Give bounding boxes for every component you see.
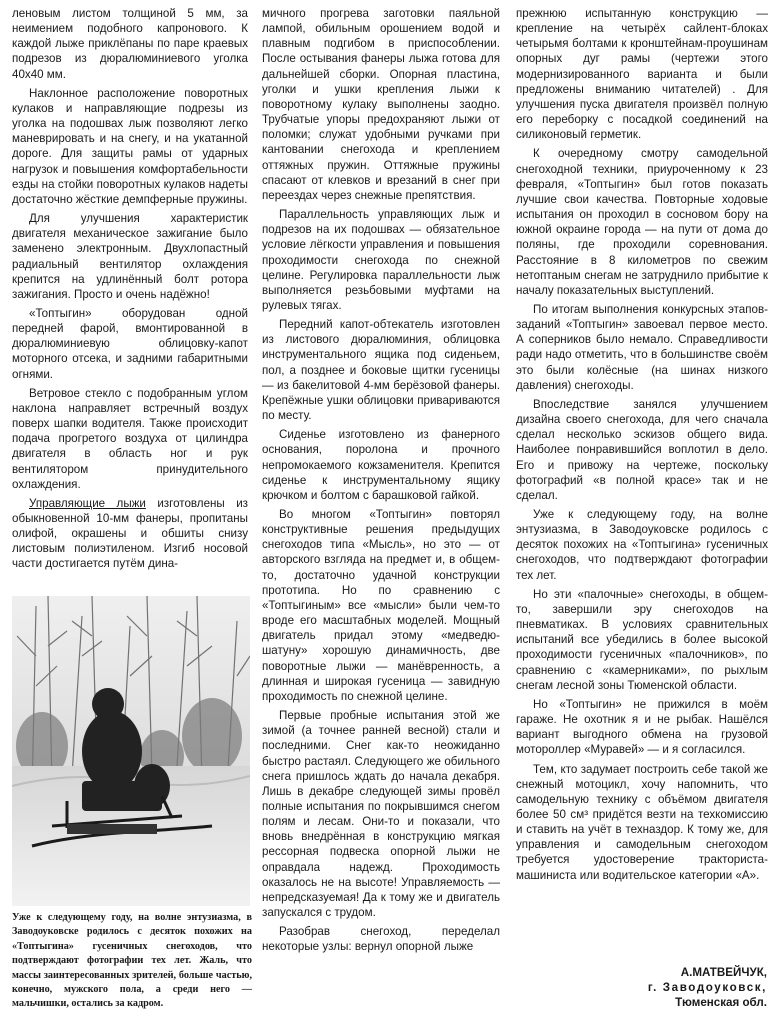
paragraph: прежнюю испытанную конструкцию — крепление на четырёх сайлент-блоках четырьмя болтами к кронштейнам-проушинам опорных дуг рамы (чертежи этого модернизированного варианта и были предложены вниманию читателей) . Для улучшения пуска двигателя произвёл полную его переборку с посадкой соединений на силиконовый герметик.: [516, 7, 768, 142]
paragraph: Но «Топтыгин» не прижился в моём гараже. Не охотник я и не рыбак. Нашёлся вариант выгодного обмена на грузовой мотороллер «Муравей» — и я согласился.: [516, 697, 768, 757]
paragraph: мичного прогрева заготовки паяльной лампой, обильным орошением водой и плавным подгибом в приспособлении. После остывания фанеры лыжа готова для дальнейшей сборки. Опорная пластина, уголки и ушки крепления лыжи к поворотному кулаку выполнены заодно. Трубчатые упоры предохраняют лыжи от поломки; служат удобными ручками при кантовании снегохода и креплением оттяжных пружин. Оттяжные пружины спасают от клевков и врезаний в снег при переездах через снежные препятствия.: [262, 7, 500, 202]
paragraph: К очередному смотру самодельной снегоходной техники, приуроченному к 23 февраля, «Топтыгин» был готов показать лучшие свои качества. Повторные ходовые испытания он проходил в сосновом бору на южной окраине города — на пути от дома до поляны, где проходили соревнования. Расстояние в 8 километров по свежим нетоптаным снегам не затруднило прибытие к началу показательных выступлений.: [516, 147, 768, 297]
author-region: Тюменская обл.: [675, 996, 767, 1009]
photo-image: [12, 596, 250, 906]
column-3: [516, 6, 768, 960]
paragraph: По итогам выполнения конкурсных этапов-заданий «Топтыгин» завоевал первое место. А соперников было немало. Справедливости ради надо отметить, что в большинстве своём это были колёсные (на шинах низкого давления) снегоходы.: [516, 302, 768, 392]
section-lead: Управляющие лыжи: [29, 496, 146, 510]
paragraph: Впоследствие занялся улучшением дизайна своего снегохода, для чего сначала сделал несколько эскизов общего вида. Наиболее понравившийся воплотил в дело. Его и привожу на чертеже, поскольку фотографий «в полной красе» так и не сделал.: [516, 397, 768, 502]
paragraph: Тем, кто задумает построить себе такой же снежный мотоцикл, хочу напомнить, что самодельную технику с объёмом двигателя более 50 см³ придётся везти на техкомиссию и ставить на учёт в техназдор. К тому же, для управления и самодельным снегоходом требуется удостоверение тракториста-машиниста или водительское категории «А».: [516, 762, 768, 882]
paragraph: Но эти «палочные» снегоходы, в общем-то, завершили эру снегоходов на пневматиках. В условиях сравнительных испытаний все убедились в более высокой проходимости гусеничных «палочников», по сравнению с «камерниками», по рыхлым снегам лесной зоны Тюменской области.: [516, 587, 768, 692]
snowmobile-photo: [12, 596, 250, 906]
column-2: [262, 6, 500, 1018]
paragraph: Параллельность управляющих лыж и подрезов на их подошвах — обязательное условие лёгкости управления и повышения проходимости снегохода по снежной целине. Регулировка параллельности лыж выполняется резьбовыми муфтами на рулевых тягах.: [262, 208, 500, 312]
paragraph: Разобрав снегоход, переделал некоторые узлы: вернул опорной лыже: [262, 925, 500, 954]
paragraph: «Топтыгин» оборудован одной передней фарой, вмонтированной в дюралюминиевую облицовку-капот моторного отсека, и задними габаритными огнями.: [12, 306, 248, 381]
author-city: г. Заводоуковск,: [647, 981, 767, 994]
paragraph: Ветровое стекло с подобранным углом наклона направляет встречный воздух поверх шапки водителя. Также происходит подача прогретого воздуха от цилиндра двигателя в область ног и рук вентилятором принудительного охлаждения.: [12, 386, 248, 491]
paragraph: [12, 496, 248, 572]
paragraph-text: изготовлены из обыкновенной 10-мм фанеры, пропитаны олифой, окрашены и обшиты снизу листовым полиэтиленом. Изгиб носовой части достигается путём дина-: [12, 496, 248, 571]
paragraph: Наклонное расположение поворотных кулаков и направляющие подрезы из уголка на подошвах лыж позволяют легко маневрировать и на снегу, и на укатанной дороге. Для защиты рамы от ударных нагрузок и повышения комфортабельности езды на стойки поворотных кулаков надеты достаточно жёсткие демпферные пружины.: [12, 86, 248, 206]
author-name: А.МАТВЕЙЧУК,: [680, 966, 767, 979]
paragraph: леновым листом толщиной 5 мм, за неимением подобного капронового. К каждой лыже приклёпаны по паре краевых подрезов из дюралюминиевого уголка 40х40 мм.: [12, 7, 248, 81]
paragraph: Во многом «Топтыгин» повторял конструктивные решения предыдущих снегоходов типа «Мысль», но это — от авторского взгляда на предмет и, в общем-то, достаточно удачной конструкции прототипа. Но по сравнению с «Топтыгиным» все «мысли» были чем-то вроде его масштабных моделей. Мощный двигатель придал этому «медведю-шатуну» хорошую динамичность, две поворотные лыжи — манёвренность, а длинная и широкая гусеница — завидную проходимость по снежной целине.: [262, 508, 500, 703]
paragraph: Сиденье изготовлено из фанерного основания, поролона и прочного непромокаемого кожзаменителя. Крепится сиденье к инструментальному ящику крючком и болтом с барашковой гайкой.: [262, 428, 500, 502]
paragraph: Уже к следующему году, на волне энтузиазма, в Заводоуковске родилось с десяток похожих на «Топтыгина» гусеничных снегоходов, что подтверждают фотографии тех лет.: [516, 508, 768, 582]
author-signature: [648, 965, 767, 1010]
paragraph: Для улучшения характеристик двигателя механическое зажигание было заменено электронным. Двухлопастный радиальный вентилятор охлаждения крепится на удлинённый болт ротора зажигания. Просто и очень надёжно!: [12, 212, 248, 301]
paragraph: Передний капот-обтекатель изготовлен из листового дюралюминия, облицовка инструментального ящика под сиденьем, пол, а позднее и боковые щитки гусеницы — из бакелитовой 4-мм берёзовой фанеры. Крепёжные ушки облицовки привариваются по месту.: [262, 318, 500, 423]
photo-caption: Уже к следующему году, на волне энтузиазма, в Заводоуковске родилось с десяток похожих на «Топтыгина» гусеничных снегоходов, что подтверждают фотографии тех лет. Жаль, что массы заинтересованных зрителей, больше частью, конечно, мужского пола, а среди него — мальчишки, остались за кадром.: [12, 912, 252, 1010]
paragraph: Первые пробные испытания этой же зимой (а точнее ранней весной) стали и последними. Снег как-то неожиданно быстро растаял. Следующего же обильного снега пришлось ждать до начала декабря. Лишь в декабре следующей зимы провёл полные испытания по покрывшимся снегом полям и лесам. Они-то и показали, что вновь внедрённая в конструкцию мягкая рессорная подвеска опорной лыжи не оправдала надежд. Проходимость оказалось не на высоте! Управляемость — непредсказуемая! Да к тому же и двигатель запускался с трудом.: [262, 709, 500, 920]
